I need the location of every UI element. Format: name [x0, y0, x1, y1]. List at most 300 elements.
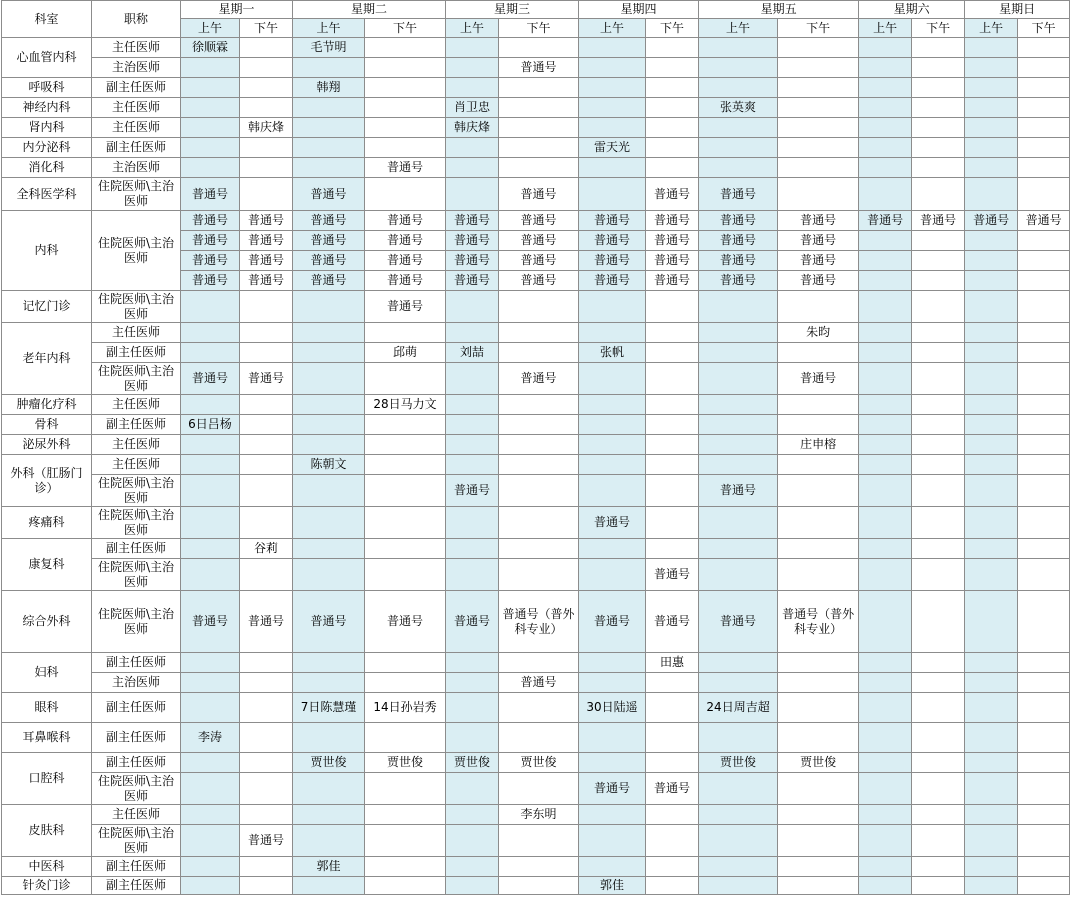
am-slot-cell: [859, 435, 912, 455]
pm-slot-cell: [499, 857, 579, 877]
am-slot-cell: 普通号: [699, 475, 778, 507]
title-cell: 副主任医师: [92, 539, 181, 559]
pm-slot-cell: [365, 455, 446, 475]
am-slot-cell: 肖卫忠: [446, 98, 499, 118]
pm-slot-cell: [1018, 753, 1070, 773]
pm-slot-cell: [240, 773, 293, 805]
pm-slot-cell: [240, 559, 293, 591]
pm-slot-cell: [365, 723, 446, 753]
am-slot-cell: 30日陆遥: [579, 693, 646, 723]
pm-slot-cell: [912, 559, 965, 591]
pm-slot-cell: [778, 178, 859, 211]
table-row: [2, 507, 1070, 539]
am-slot-cell: [965, 857, 1018, 877]
am-slot-cell: [579, 539, 646, 559]
am-slot-cell: 普通号: [699, 178, 778, 211]
pm-slot-cell: [499, 343, 579, 363]
am-slot-cell: [965, 723, 1018, 753]
pm-header: 下午: [240, 19, 293, 38]
pm-slot-cell: [646, 539, 699, 559]
pm-slot-cell: [240, 475, 293, 507]
dept-cell: 呼吸科: [2, 78, 92, 98]
am-slot-cell: [293, 158, 365, 178]
pm-slot-cell: [1018, 251, 1070, 271]
am-slot-cell: [579, 753, 646, 773]
pm-slot-cell: [778, 507, 859, 539]
am-slot-cell: [446, 653, 499, 673]
am-slot-cell: [965, 773, 1018, 805]
pm-slot-cell: [365, 178, 446, 211]
pm-slot-cell: [912, 363, 965, 395]
dept-cell: 妇科: [2, 653, 92, 693]
pm-slot-cell: [1018, 138, 1070, 158]
pm-slot-cell: [365, 323, 446, 343]
am-slot-cell: 普通号: [579, 231, 646, 251]
pm-slot-cell: [1018, 653, 1070, 673]
pm-slot-cell: [1018, 158, 1070, 178]
am-slot-cell: 普通号: [181, 251, 240, 271]
am-header: 上午: [859, 19, 912, 38]
pm-slot-cell: [778, 723, 859, 753]
pm-slot-cell: 普通号: [365, 211, 446, 231]
pm-slot-cell: [499, 877, 579, 895]
am-slot-cell: [859, 877, 912, 895]
pm-slot-cell: 普通号: [240, 591, 293, 653]
am-slot-cell: 普通号: [579, 251, 646, 271]
am-slot-cell: [859, 455, 912, 475]
table-row: [2, 98, 1070, 118]
am-slot-cell: [181, 138, 240, 158]
pm-slot-cell: [646, 435, 699, 455]
pm-slot-cell: [912, 251, 965, 271]
pm-slot-cell: [240, 323, 293, 343]
am-slot-cell: [293, 138, 365, 158]
pm-slot-cell: [365, 138, 446, 158]
pm-header: 下午: [912, 19, 965, 38]
am-slot-cell: [293, 58, 365, 78]
dept-cell: 眼科: [2, 693, 92, 723]
day-header-sat: 星期六: [859, 1, 965, 19]
am-header: 上午: [293, 19, 365, 38]
am-slot-cell: [293, 539, 365, 559]
pm-header: 下午: [499, 19, 579, 38]
am-slot-cell: [446, 291, 499, 323]
pm-slot-cell: [912, 475, 965, 507]
am-slot-cell: [965, 475, 1018, 507]
am-slot-cell: 普通号: [181, 271, 240, 291]
table-row: [2, 877, 1070, 895]
am-slot-cell: [859, 475, 912, 507]
am-slot-cell: [293, 507, 365, 539]
am-slot-cell: [859, 291, 912, 323]
pm-slot-cell: 田惠: [646, 653, 699, 673]
pm-slot-cell: [240, 877, 293, 895]
am-slot-cell: [859, 323, 912, 343]
table-row: [2, 58, 1070, 78]
am-slot-cell: [859, 773, 912, 805]
am-slot-cell: [859, 395, 912, 415]
pm-slot-cell: [499, 773, 579, 805]
pm-slot-cell: [1018, 693, 1070, 723]
am-slot-cell: 普通号: [579, 211, 646, 231]
table-row: [2, 395, 1070, 415]
pm-slot-cell: [646, 877, 699, 895]
am-slot-cell: [965, 825, 1018, 857]
title-cell: 主任医师: [92, 98, 181, 118]
pm-slot-cell: 普通号: [778, 211, 859, 231]
pm-slot-cell: [778, 877, 859, 895]
title-cell: 主治医师: [92, 673, 181, 693]
am-slot-cell: [579, 415, 646, 435]
am-slot-cell: [181, 653, 240, 673]
am-slot-cell: [293, 559, 365, 591]
dept-cell: 皮肤科: [2, 805, 92, 857]
pm-slot-cell: [912, 805, 965, 825]
dept-cell: 全科医学科: [2, 178, 92, 211]
dept-cell: 中医科: [2, 857, 92, 877]
am-slot-cell: [446, 673, 499, 693]
pm-slot-cell: [778, 395, 859, 415]
pm-slot-cell: [499, 455, 579, 475]
am-slot-cell: [699, 653, 778, 673]
am-slot-cell: 郭佳: [293, 857, 365, 877]
pm-slot-cell: [240, 138, 293, 158]
am-slot-cell: [859, 559, 912, 591]
am-header: 上午: [446, 19, 499, 38]
am-slot-cell: [965, 158, 1018, 178]
am-slot-cell: [965, 507, 1018, 539]
am-slot-cell: [699, 118, 778, 138]
pm-slot-cell: 贾世俊: [365, 753, 446, 773]
pm-slot-cell: [912, 857, 965, 877]
pm-slot-cell: [778, 559, 859, 591]
am-slot-cell: [446, 559, 499, 591]
pm-slot-cell: [912, 58, 965, 78]
pm-slot-cell: [1018, 805, 1070, 825]
am-slot-cell: [965, 805, 1018, 825]
pm-slot-cell: [912, 825, 965, 857]
am-slot-cell: 普通号: [293, 591, 365, 653]
am-slot-cell: 贾世俊: [293, 753, 365, 773]
pm-slot-cell: 普通号: [646, 773, 699, 805]
table-row: [2, 435, 1070, 455]
am-slot-cell: [446, 507, 499, 539]
pm-slot-cell: [240, 805, 293, 825]
pm-slot-cell: [912, 723, 965, 753]
pm-slot-cell: [1018, 231, 1070, 251]
am-slot-cell: [181, 343, 240, 363]
pm-slot-cell: [365, 857, 446, 877]
pm-slot-cell: [499, 158, 579, 178]
title-cell: 副主任医师: [92, 78, 181, 98]
dept-cell: 针灸门诊: [2, 877, 92, 895]
pm-slot-cell: [499, 395, 579, 415]
pm-slot-cell: 普通号: [499, 231, 579, 251]
pm-slot-cell: [499, 475, 579, 507]
pm-slot-cell: [778, 38, 859, 58]
am-slot-cell: [579, 435, 646, 455]
pm-slot-cell: [912, 78, 965, 98]
am-slot-cell: [579, 118, 646, 138]
am-slot-cell: [181, 825, 240, 857]
pm-slot-cell: [240, 673, 293, 693]
pm-slot-cell: [912, 323, 965, 343]
am-slot-cell: [293, 395, 365, 415]
pm-slot-cell: [646, 753, 699, 773]
pm-slot-cell: [646, 138, 699, 158]
table-row: [2, 753, 1070, 773]
pm-slot-cell: [240, 723, 293, 753]
pm-slot-cell: [646, 805, 699, 825]
am-slot-cell: [579, 78, 646, 98]
pm-slot-cell: 普通号: [240, 211, 293, 231]
am-slot-cell: 24日周吉超: [699, 693, 778, 723]
am-slot-cell: [579, 673, 646, 693]
pm-slot-cell: 普通号: [778, 231, 859, 251]
pm-slot-cell: [365, 98, 446, 118]
pm-slot-cell: [240, 753, 293, 773]
pm-slot-cell: [499, 723, 579, 753]
pm-slot-cell: 普通号: [499, 363, 579, 395]
dept-cell: 疼痛科: [2, 507, 92, 539]
pm-slot-cell: [240, 343, 293, 363]
pm-slot-cell: [912, 877, 965, 895]
am-slot-cell: [859, 653, 912, 673]
pm-slot-cell: [499, 78, 579, 98]
am-slot-cell: [699, 559, 778, 591]
am-slot-cell: [446, 693, 499, 723]
am-slot-cell: [579, 58, 646, 78]
am-slot-cell: [965, 415, 1018, 435]
am-slot-cell: [579, 559, 646, 591]
am-slot-cell: 郭佳: [579, 877, 646, 895]
pm-slot-cell: [778, 475, 859, 507]
pm-slot-cell: [499, 559, 579, 591]
pm-slot-cell: [240, 693, 293, 723]
pm-slot-cell: [1018, 178, 1070, 211]
pm-slot-cell: [912, 693, 965, 723]
pm-slot-cell: 普通号: [646, 178, 699, 211]
am-slot-cell: [859, 805, 912, 825]
am-slot-cell: [965, 435, 1018, 455]
am-slot-cell: [579, 323, 646, 343]
am-slot-cell: [446, 158, 499, 178]
am-slot-cell: [181, 158, 240, 178]
dept-cell: 口腔科: [2, 753, 92, 805]
table-row: [2, 475, 1070, 507]
pm-slot-cell: [778, 138, 859, 158]
title-cell: 副主任医师: [92, 753, 181, 773]
am-slot-cell: [965, 559, 1018, 591]
am-slot-cell: [181, 435, 240, 455]
am-slot-cell: 雷天光: [579, 138, 646, 158]
am-slot-cell: 普通号: [699, 271, 778, 291]
title-cell: 副主任医师: [92, 723, 181, 753]
pm-slot-cell: [365, 653, 446, 673]
pm-slot-cell: [912, 507, 965, 539]
pm-slot-cell: [646, 363, 699, 395]
title-cell: 副主任医师: [92, 138, 181, 158]
title-cell: 住院医师\主治医师: [92, 591, 181, 653]
am-slot-cell: [446, 723, 499, 753]
dept-cell: 骨科: [2, 415, 92, 435]
pm-slot-cell: 普通号: [646, 591, 699, 653]
pm-slot-cell: [1018, 539, 1070, 559]
am-slot-cell: [699, 291, 778, 323]
title-cell: 副主任医师: [92, 877, 181, 895]
am-slot-cell: [579, 158, 646, 178]
pm-slot-cell: 普通号: [365, 591, 446, 653]
am-slot-cell: [965, 455, 1018, 475]
am-slot-cell: [579, 653, 646, 673]
am-slot-cell: [965, 118, 1018, 138]
pm-slot-cell: [365, 673, 446, 693]
am-slot-cell: [965, 78, 1018, 98]
am-slot-cell: [579, 38, 646, 58]
pm-slot-cell: [1018, 118, 1070, 138]
am-slot-cell: [859, 138, 912, 158]
am-slot-cell: 普通号: [293, 271, 365, 291]
pm-slot-cell: [912, 98, 965, 118]
pm-slot-cell: 普通号: [778, 271, 859, 291]
pm-slot-cell: [778, 58, 859, 78]
am-slot-cell: [859, 857, 912, 877]
title-cell: 住院医师\主治医师: [92, 178, 181, 211]
am-slot-cell: [699, 673, 778, 693]
pm-slot-cell: [1018, 475, 1070, 507]
am-slot-cell: 普通号: [965, 211, 1018, 231]
am-slot-cell: [859, 38, 912, 58]
dept-cell: 外科（肛肠门诊）: [2, 455, 92, 507]
pm-slot-cell: [646, 825, 699, 857]
title-cell: 主治医师: [92, 158, 181, 178]
title-cell: 副主任医师: [92, 693, 181, 723]
title-cell: 主任医师: [92, 805, 181, 825]
pm-slot-cell: [240, 415, 293, 435]
am-slot-cell: 韩庆烽: [446, 118, 499, 138]
am-slot-cell: [965, 877, 1018, 895]
am-slot-cell: [699, 539, 778, 559]
table-row: [2, 559, 1070, 591]
am-slot-cell: [181, 877, 240, 895]
pm-slot-cell: [912, 291, 965, 323]
am-slot-cell: [446, 805, 499, 825]
pm-slot-cell: [499, 693, 579, 723]
title-cell: 住院医师\主治医师: [92, 211, 181, 291]
pm-slot-cell: [1018, 455, 1070, 475]
am-slot-cell: [859, 693, 912, 723]
pm-slot-cell: [240, 507, 293, 539]
title-cell: 主任医师: [92, 38, 181, 58]
pm-slot-cell: [240, 291, 293, 323]
pm-slot-cell: [365, 507, 446, 539]
pm-slot-cell: [646, 723, 699, 753]
pm-slot-cell: 普通号: [499, 251, 579, 271]
am-slot-cell: [293, 323, 365, 343]
pm-slot-cell: [778, 693, 859, 723]
am-slot-cell: [699, 455, 778, 475]
pm-slot-cell: 谷莉: [240, 539, 293, 559]
pm-slot-cell: [646, 58, 699, 78]
pm-slot-cell: 普通号（普外科专业）: [499, 591, 579, 653]
pm-slot-cell: 普通号: [240, 363, 293, 395]
table-row: [2, 178, 1070, 211]
am-slot-cell: [579, 291, 646, 323]
pm-slot-cell: [778, 857, 859, 877]
title-cell: 副主任医师: [92, 343, 181, 363]
am-slot-cell: [293, 343, 365, 363]
pm-slot-cell: 28日马力文: [365, 395, 446, 415]
pm-slot-cell: [912, 435, 965, 455]
pm-slot-cell: 朱昀: [778, 323, 859, 343]
pm-slot-cell: 普通号: [646, 251, 699, 271]
table-row: [2, 78, 1070, 98]
am-slot-cell: [446, 178, 499, 211]
am-slot-cell: 普通号: [446, 231, 499, 251]
pm-slot-cell: [365, 435, 446, 455]
am-slot-cell: 徐顺霖: [181, 38, 240, 58]
pm-slot-cell: [499, 415, 579, 435]
pm-slot-cell: [778, 673, 859, 693]
table-row: [2, 38, 1070, 58]
pm-slot-cell: [499, 98, 579, 118]
title-cell: 住院医师\主治医师: [92, 507, 181, 539]
am-slot-cell: [859, 539, 912, 559]
schedule-body: [2, 38, 1070, 895]
am-slot-cell: [181, 857, 240, 877]
am-slot-cell: 普通号: [181, 211, 240, 231]
schedule-table: [1, 0, 1070, 895]
table-row: [2, 591, 1070, 653]
am-slot-cell: [859, 723, 912, 753]
pm-header: 下午: [646, 19, 699, 38]
col-header-dept: 科室: [2, 1, 92, 38]
pm-slot-cell: [240, 395, 293, 415]
am-slot-cell: 刘喆: [446, 343, 499, 363]
am-slot-cell: 普通号: [293, 231, 365, 251]
am-slot-cell: [699, 507, 778, 539]
title-cell: 住院医师\主治医师: [92, 825, 181, 857]
pm-slot-cell: 普通号: [778, 363, 859, 395]
pm-slot-cell: [912, 178, 965, 211]
am-slot-cell: [293, 98, 365, 118]
am-slot-cell: [859, 343, 912, 363]
am-slot-cell: [965, 363, 1018, 395]
pm-slot-cell: 普通号: [499, 673, 579, 693]
day-header-fri: 星期五: [699, 1, 859, 19]
pm-header: 下午: [778, 19, 859, 38]
pm-slot-cell: [778, 825, 859, 857]
am-slot-cell: [699, 805, 778, 825]
am-slot-cell: [965, 231, 1018, 251]
am-slot-cell: [579, 178, 646, 211]
am-slot-cell: [579, 98, 646, 118]
am-slot-cell: [859, 118, 912, 138]
am-slot-cell: [699, 395, 778, 415]
header-row-days: [2, 1, 1070, 19]
pm-slot-cell: [365, 38, 446, 58]
pm-slot-cell: [1018, 343, 1070, 363]
pm-slot-cell: [778, 653, 859, 673]
table-row: [2, 455, 1070, 475]
pm-slot-cell: [778, 539, 859, 559]
am-slot-cell: 贾世俊: [699, 753, 778, 773]
am-slot-cell: [965, 178, 1018, 211]
am-slot-cell: [965, 395, 1018, 415]
am-header: 上午: [579, 19, 646, 38]
pm-slot-cell: [778, 291, 859, 323]
pm-slot-cell: [1018, 363, 1070, 395]
